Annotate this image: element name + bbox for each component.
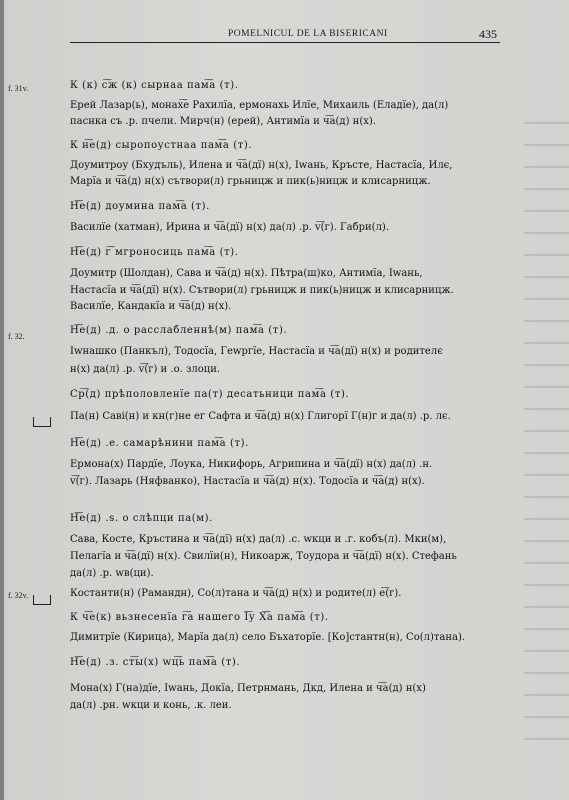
text-line: паснка съ .р. пчели. Мирч(н) (ерей), Антимїа и ч͠а(д) н(х). xyxy=(70,116,376,127)
margin-note-folio: f. 32v. xyxy=(8,591,29,600)
text-line: Н͠е(д) .з. ст͠ы(х) wц͠ь пам͠а (т). xyxy=(70,657,241,668)
page-number: 435 xyxy=(479,27,497,41)
text-line: Н͠е(д) .е. самарѣнини пам͠а (т). xyxy=(70,438,249,449)
text-line: Пелагїа и ч͠а(дї) н(х). Свилїи(н), Никоарж, Тоудора и ч͠а(дї) н(х). Стефань xyxy=(70,551,457,562)
text-line: Доумитр (Шолдан), Сава и ч͠а(д) н(х). Пѣтра(ш)ко, Антимїа, Іwань, xyxy=(70,268,423,279)
text-line: Доумитроу (Бхудъль), Илена и ч͠а(дї) н(х), Іwань, Кръсте, Настасїа, Илє, xyxy=(70,160,453,171)
text-line: Василїе (хатман), Ирина и ч͠а(дї) н(х) да(л) .р. v͠(г). Габри(л). xyxy=(70,222,389,233)
text-line: Н͠е(д) .ѕ. о слѣпци па(м). xyxy=(70,513,213,524)
text-line: Василїе, Кандакїа и ч͠а(д) н(х). xyxy=(70,301,232,312)
text-line: К ч͠е(к) вьзнесенїа г͠а нашего І͠у Х͠а пам͠а (т). xyxy=(70,612,329,623)
text-line: Н͠е(д) г͠ мгроносиць пам͠а (т). xyxy=(70,247,239,258)
text-line: Іwнашко (Панкъл), Тодосїа, Геwргїе, Настасїа и ч͠а(дї) н(х) и родителє xyxy=(70,346,443,357)
text-line: Па(н) Саві(н) и кн(г)не ег Сафта и ч͠а(д) н(х) Глигорї Г(н)г и да(л) .р. лє. xyxy=(70,411,451,422)
text-line: К (к) с͠ж (к) сырнаа пам͠а (т). xyxy=(70,80,239,91)
text-line: Н͠е(д) .д. о расслабленнѣ(м) пам͠а (т). xyxy=(70,325,288,336)
text-line: Ермона(х) Пардїе, Лоука, Никифорь, Агрипина и ч͠а(дї) н(х) да(л) .н. xyxy=(70,459,433,470)
bracket-mark xyxy=(33,417,51,427)
text-line: Мона(х) Г(на)дїе, Іwань, Докїа, Петрнмань, Дкд, Илена и ч͠а(д) н(х) xyxy=(70,683,426,694)
text-line: v͠(г). Лазарь (Няфванко), Настасїа и ч͠а(д) н(х). Тодосїа и ч͠а(д) н(х). xyxy=(70,476,425,487)
text-line: Марїа и ч͠а(д) н(х) сътвори(л) грьницж и пик(ь)ницж и клисарницж. xyxy=(70,176,431,187)
text-line: н(х) да(л) .р. v͠(г) и .о. злоци. xyxy=(70,364,221,375)
text-line: Костанти(н) (Рамандн), Со(л)тана и ч͠а(д) н(х) и родите(л) е͠(г). xyxy=(70,588,402,599)
text-line: Настасїа и ч͠а(дї) н(х). Сътвори(л) грьницж и пик(ь)ницж и клисарницж. xyxy=(70,285,454,296)
text-line: Н͠е(д) доумина пам͠а (т). xyxy=(70,201,210,212)
text-line: да(л) .рн. wкци и конь, .к. леи. xyxy=(70,700,232,711)
header-rule xyxy=(70,42,500,43)
bleed-through-texture xyxy=(524,120,569,740)
text-line: Димитрїе (Кирица), Марїа да(л) село Бъхаторїе. [Ко]стантн(н), Со(л)тана). xyxy=(70,632,466,643)
text-line: Сава, Косте, Кръстина и ч͠а(дї) н(х) да(л) .с. wкци и .г. кобъ(л). Мки(м), xyxy=(70,534,447,545)
text-line: Ерей Лазар(ь), монах͠е Рахилїа, ермонахь Илїе, Михаиль (Еладїе), да(л) xyxy=(70,100,449,111)
margin-note-folio: f. 31v. xyxy=(8,84,29,93)
bracket-mark xyxy=(33,595,51,605)
text-line: да(л) .р. wв(ци). xyxy=(70,568,154,579)
text-line: Ср͠(д) прѣполовленїе па(т) десатьници пам͠а (т). xyxy=(70,389,350,400)
text-line: К н͠е(д) сыропоустнаа пам͠а (т). xyxy=(70,140,253,151)
running-head: POMELNICUL DE LA BISERICANI xyxy=(228,29,388,39)
margin-note-folio: f. 32. xyxy=(8,332,25,341)
